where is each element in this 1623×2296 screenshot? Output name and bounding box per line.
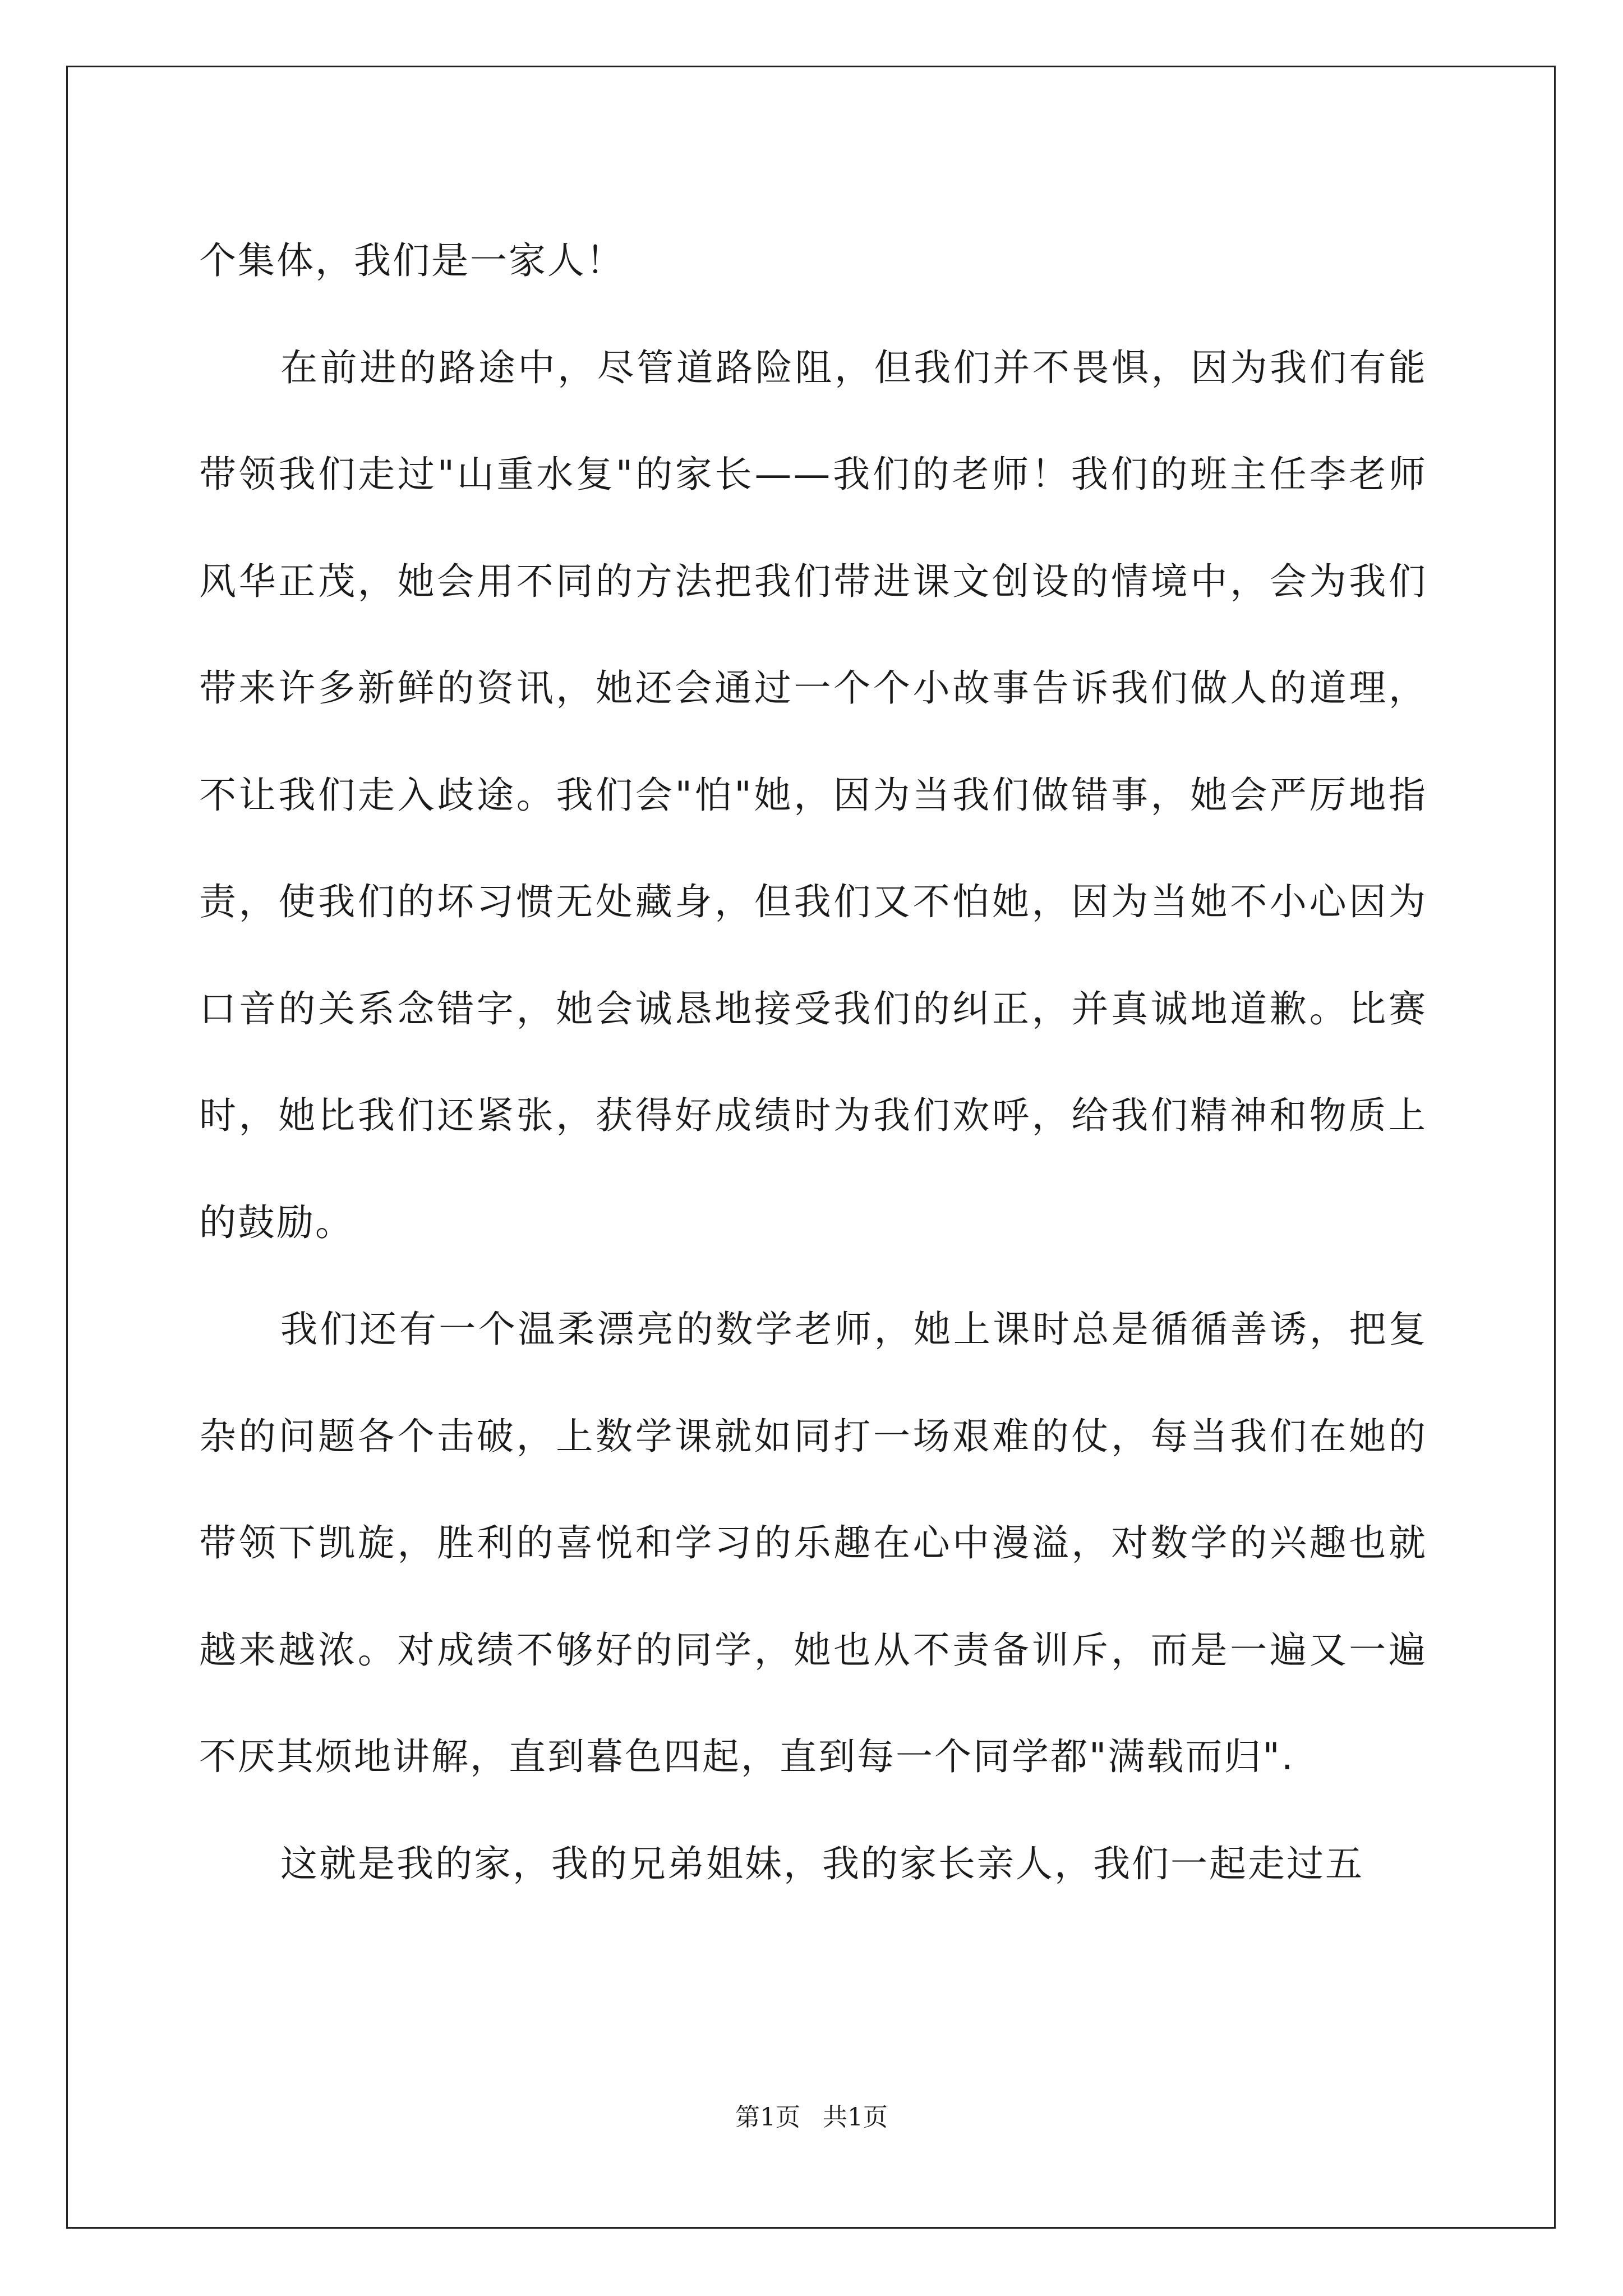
page-total: 共1页 bbox=[823, 2103, 888, 2132]
paragraph-1: 个集体，我们是一家人！ bbox=[199, 239, 625, 282]
page-number: 第1页 bbox=[735, 2103, 800, 2132]
document-body bbox=[199, 208, 1427, 1917]
paragraph-3: 我们还有一个温柔漂亮的数学老师，她上课时总是循循善诱，把复杂的问题各个击破，上数学课就如同打一场艰难的仗，每当我们在她的带领下凯旋，胜利的喜悦和学习的乐趣在心中漫溢，对数学的兴趣也就越来越浓。对成绩不够好的同学，她也从不责备训斥，而是一遍又一遍不厌其烦地讲解，直到暮色四起，直到每一个同学都"满载而归". bbox=[199, 1308, 1427, 1778]
paragraph-2: 在前进的路途中，尽管道路险阻，但我们并不畏惧，因为我们有能带领我们走过"山重水复"的家长——我们的老师！我们的班主任李老师风华正茂，她会用不同的方法把我们带进课文创设的情境中，会为我们带来许多新鲜的资讯，她还会通过一个个小故事告诉我们做人的道理，不让我们走入歧途。我们会"怕"她，因为当我们做错事，她会严厉地指责，使我们的坏习惯无处藏身，但我们又不怕她，因为当她不小心因为口音的关系念错字，她会诚恳地接受我们的纠正，并真诚地道歉。比赛时，她比我们还紧张，获得好成绩时为我们欢呼，给我们精神和物质上的鼓励。 bbox=[199, 346, 1427, 1244]
paragraph-4: 这就是我的家，我的兄弟姐妹，我的家长亲人，我们一起走过五 bbox=[280, 1842, 1364, 1885]
page-footer bbox=[0, 2097, 1623, 2133]
